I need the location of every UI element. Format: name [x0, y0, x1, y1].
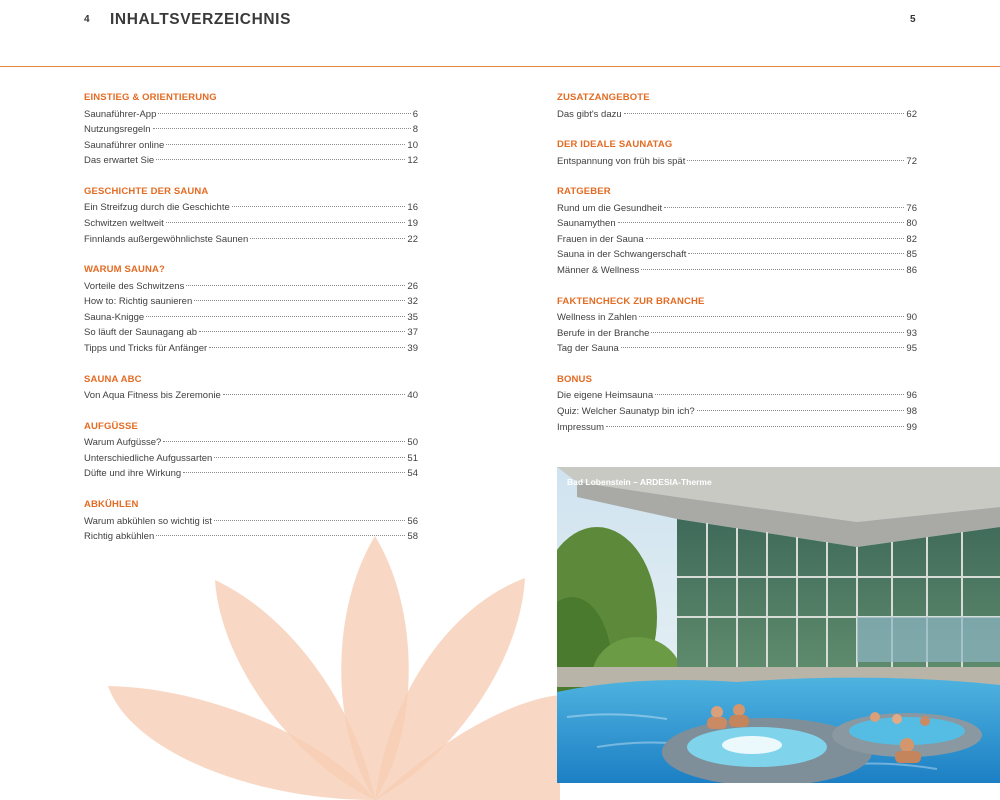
toc-entry[interactable]: [84, 514, 418, 530]
toc-entry[interactable]: [84, 341, 418, 357]
dot-leader: [166, 222, 406, 223]
entry-page: 10: [407, 139, 418, 151]
entry-page: 12: [407, 155, 418, 167]
toc-entry[interactable]: [557, 232, 917, 248]
entry-label: Finnlands außergewöhnlichste Saunen: [84, 233, 249, 245]
entry-page: 50: [407, 437, 418, 449]
toc-section: [557, 295, 917, 357]
toc-entry[interactable]: [557, 201, 917, 217]
toc-right-column: [557, 91, 917, 451]
entry-page: 80: [906, 218, 917, 230]
section-title: DER IDEALE SAUNATAG: [557, 139, 673, 151]
toc-entry[interactable]: [557, 420, 917, 436]
toc-entry[interactable]: [84, 388, 418, 404]
page-title: INHALTSVERZEICHNIS: [110, 11, 292, 28]
entry-page: 96: [906, 390, 917, 402]
entry-page: 51: [407, 452, 418, 464]
entry-page: 26: [407, 280, 418, 292]
entry-page: 62: [906, 108, 917, 120]
entry-page: 99: [906, 421, 917, 433]
entry-label: Saunamythen: [557, 218, 616, 230]
toc-section: [557, 373, 917, 435]
entry-label: Ein Streifzug durch die Geschichte: [84, 202, 230, 214]
right-page-number: 5: [910, 14, 916, 25]
toc-entry[interactable]: [557, 154, 917, 170]
section-title: BONUS: [557, 373, 593, 385]
section-title: ABKÜHLEN: [84, 499, 139, 510]
entry-label: Warum abkühlen so wichtig ist: [84, 515, 212, 527]
entry-label: Entspannung von früh bis spät: [557, 155, 686, 167]
entry-page: 32: [407, 296, 418, 308]
toc-entry[interactable]: [557, 326, 917, 342]
entry-page: 72: [906, 155, 917, 167]
section-title: WARUM SAUNA?: [84, 264, 165, 276]
dot-leader: [166, 144, 405, 145]
dot-leader: [232, 206, 406, 207]
dot-leader: [688, 253, 904, 254]
toc-entry[interactable]: [84, 451, 418, 467]
entry-label: Saunaführer-App: [84, 108, 157, 120]
entry-label: How to: Richtig saunieren: [84, 296, 193, 308]
entry-label: Schwitzen weltweit: [84, 217, 164, 229]
dot-leader: [214, 457, 405, 458]
dot-leader: [641, 269, 904, 270]
toc-section: [84, 263, 418, 356]
left-page-number: 4: [84, 14, 90, 25]
toc-section: [84, 420, 418, 482]
toc-entry[interactable]: [84, 310, 418, 326]
toc-entry[interactable]: [557, 247, 917, 263]
toc-entry[interactable]: [557, 263, 917, 279]
toc-entry[interactable]: [557, 388, 917, 404]
toc-section: [84, 373, 418, 404]
dot-leader: [646, 238, 905, 239]
toc-section: [557, 91, 917, 122]
entry-label: Das gibt's dazu: [557, 108, 622, 120]
dot-leader: [158, 113, 410, 114]
toc-entry[interactable]: [84, 279, 418, 295]
entry-label: Nutzungsregeln: [84, 124, 151, 136]
toc-entry[interactable]: [557, 404, 917, 420]
toc-section: [84, 91, 418, 169]
dot-leader: [199, 331, 405, 332]
dot-leader: [687, 160, 904, 161]
section-title: ZUSATZANGEBOTE: [557, 92, 650, 103]
entry-label: Quiz: Welcher Saunatyp bin ich?: [557, 406, 695, 418]
toc-entry[interactable]: [84, 200, 418, 216]
entry-label: So läuft der Saunagang ab: [84, 327, 198, 339]
toc-entry[interactable]: [84, 529, 418, 545]
toc-entry[interactable]: [84, 232, 418, 248]
entry-page: 93: [906, 327, 917, 339]
section-title: AUFGÜSSE: [84, 420, 138, 432]
toc-entry[interactable]: [84, 216, 418, 232]
dot-leader: [209, 347, 405, 348]
toc-section: [557, 138, 917, 169]
toc-entry[interactable]: [84, 107, 418, 123]
toc-entry[interactable]: [557, 216, 917, 232]
entry-page: 40: [407, 390, 418, 402]
entry-page: 82: [906, 233, 917, 245]
toc-section: [84, 185, 418, 247]
section-title: FAKTENCHECK ZUR BRANCHE: [557, 295, 705, 307]
entry-page: 19: [407, 217, 418, 229]
dot-leader: [183, 472, 405, 473]
dot-leader: [655, 394, 904, 395]
toc-entry[interactable]: [557, 107, 917, 123]
entry-page: 58: [407, 531, 418, 543]
therme-photo: [557, 467, 1000, 783]
photo-caption: Bad Lobenstein – ARDESIA-Therme: [567, 477, 712, 487]
toc-entry[interactable]: [84, 435, 418, 451]
pool-scene-illustration: [557, 467, 1000, 783]
entry-label: Sauna-Knigge: [84, 311, 145, 323]
entry-label: Tag der Sauna: [557, 343, 619, 355]
entry-page: 8: [412, 124, 418, 136]
dot-leader: [621, 347, 905, 348]
section-title: RATGEBER: [557, 186, 611, 198]
dot-leader: [606, 426, 904, 427]
entry-page: 90: [906, 312, 917, 324]
header-divider: [0, 66, 1000, 67]
entry-label: Saunaführer online: [84, 139, 165, 151]
entry-page: 35: [407, 311, 418, 323]
toc-entry[interactable]: [84, 153, 418, 169]
toc-section: [84, 498, 418, 545]
entry-page: 98: [906, 406, 917, 418]
section-title: GESCHICHTE DER SAUNA: [84, 185, 209, 197]
entry-label: Richtig abkühlen: [84, 531, 155, 543]
entry-label: Das erwartet Sie: [84, 155, 155, 167]
entry-label: Männer & Wellness: [557, 265, 640, 277]
entry-page: 6: [412, 108, 418, 120]
entry-page: 95: [906, 343, 917, 355]
dot-leader: [194, 300, 405, 301]
dot-leader: [639, 316, 904, 317]
entry-label: Berufe in der Branche: [557, 327, 650, 339]
dot-leader: [250, 238, 405, 239]
dot-leader: [223, 394, 406, 395]
dot-leader: [664, 207, 904, 208]
entry-label: Frauen in der Sauna: [557, 233, 644, 245]
entry-label: Unterschiedliche Aufgussarten: [84, 452, 213, 464]
entry-page: 86: [906, 265, 917, 277]
entry-page: 76: [906, 202, 917, 214]
dot-leader: [146, 316, 405, 317]
toc-section: [557, 185, 917, 278]
entry-label: Tipps und Tricks für Anfänger: [84, 343, 208, 355]
toc-entry[interactable]: [557, 310, 917, 326]
entry-label: Impressum: [557, 421, 604, 433]
entry-page: 37: [407, 327, 418, 339]
entry-label: Von Aqua Fitness bis Zeremonie: [84, 390, 221, 402]
section-title: EINSTIEG & ORIENTIERUNG: [84, 92, 217, 103]
entry-label: Warum Aufgüsse?: [84, 437, 162, 449]
entry-label: Düfte und ihre Wirkung: [84, 468, 182, 480]
toc-entry[interactable]: [84, 138, 418, 154]
toc-entry[interactable]: [84, 466, 418, 482]
dot-leader: [651, 332, 904, 333]
entry-page: 54: [407, 468, 418, 480]
dot-leader: [214, 520, 405, 521]
toc-left-column: [84, 91, 418, 561]
dot-leader: [156, 159, 405, 160]
toc-entry[interactable]: [84, 122, 418, 138]
dot-leader: [156, 535, 405, 536]
entry-label: Wellness in Zahlen: [557, 312, 638, 324]
toc-entry[interactable]: [84, 325, 418, 341]
entry-page: 16: [407, 202, 418, 214]
dot-leader: [186, 285, 405, 286]
entry-label: Rund um die Gesundheit: [557, 202, 663, 214]
entry-page: 56: [407, 515, 418, 527]
entry-label: Die eigene Heimsauna: [557, 390, 654, 402]
dot-leader: [697, 410, 905, 411]
dot-leader: [163, 441, 405, 442]
entry-page: 85: [906, 249, 917, 261]
dot-leader: [618, 222, 905, 223]
toc-entry[interactable]: [557, 341, 917, 357]
entry-page: 22: [407, 233, 418, 245]
dot-leader: [624, 113, 905, 114]
toc-entry[interactable]: [84, 294, 418, 310]
entry-page: 39: [407, 343, 418, 355]
entry-label: Sauna in der Schwangerschaft: [557, 249, 687, 261]
section-title: SAUNA ABC: [84, 373, 142, 385]
dot-leader: [153, 128, 411, 129]
entry-label: Vorteile des Schwitzens: [84, 280, 185, 292]
